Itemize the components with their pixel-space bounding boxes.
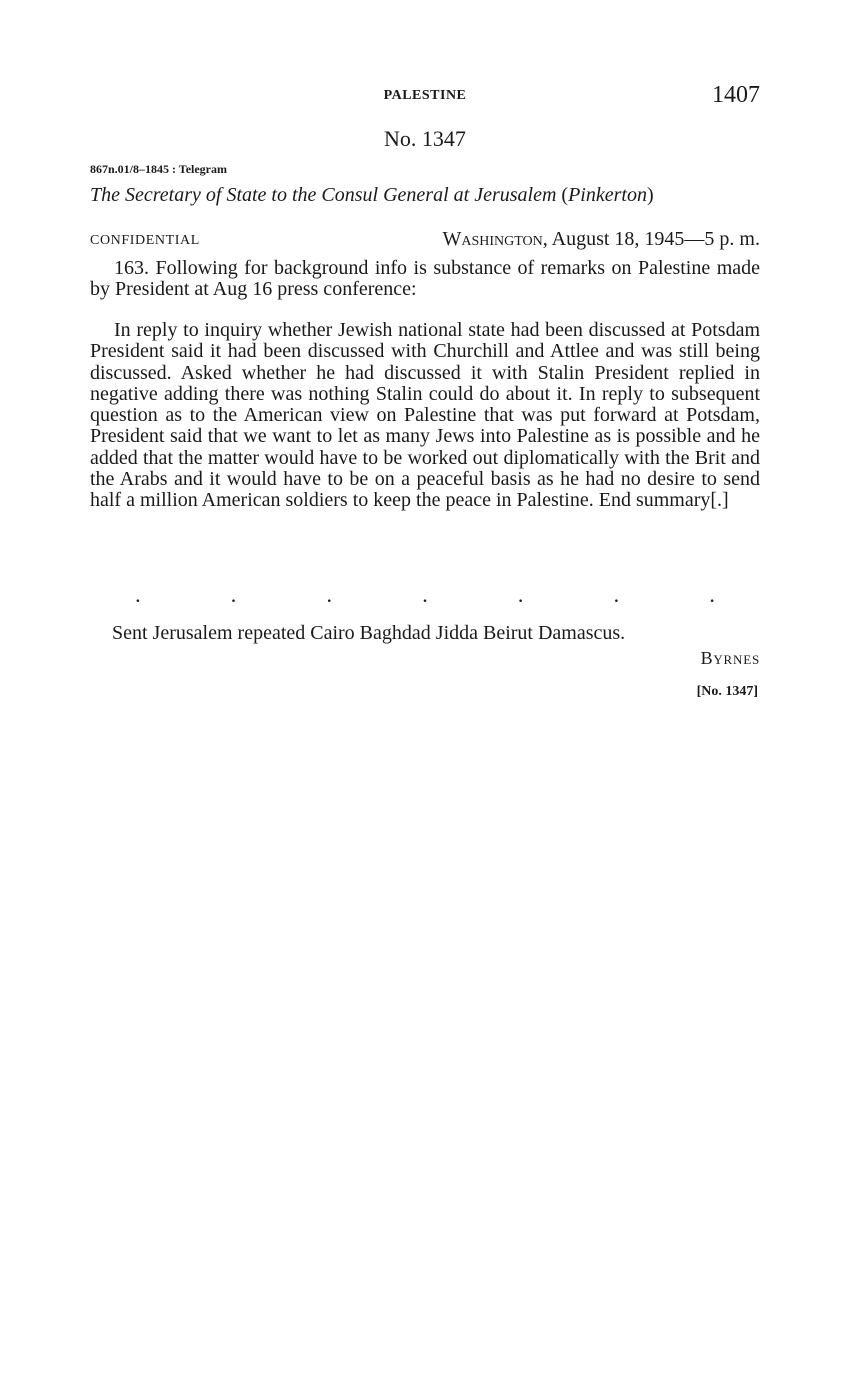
heading-name: Pinkerton [568, 184, 647, 206]
file-reference: 867n.01/8–1845 : Telegram [90, 162, 227, 176]
document-heading [90, 184, 760, 207]
page-number: 1407 [712, 82, 760, 108]
signature: Byrnes [700, 648, 760, 668]
ellipsis-mark: . [613, 582, 620, 607]
heading-paren-close: ) [646, 184, 654, 206]
ellipsis-mark: . [326, 582, 332, 607]
ellipsis-mark: . [230, 582, 237, 607]
dateline [90, 228, 760, 252]
ellipsis-mark: . [517, 582, 524, 607]
running-head [90, 84, 760, 110]
repeat-line: Sent Jerusalem repeated Cairo Baghdad Jidda Beirut Damascus. [112, 622, 626, 644]
ellipsis-mark: . [422, 582, 428, 607]
heading-main: The Secretary of State to the Consul General at Jerusalem [90, 184, 562, 206]
place: Washington [442, 228, 543, 250]
ellipsis-line [90, 584, 760, 608]
date: , August 18, 1945—5 p. m. [542, 228, 760, 250]
ellipsis-mark: . [709, 582, 715, 607]
footnote-reference: [No. 1347] [696, 684, 758, 699]
paragraph-1: 163. Following for background info is substance of remarks on Palestine made by President at Aug 16 press conference: [90, 257, 760, 300]
quoted-summary: In reply to inquiry whether Jewish national state had been discussed at Potsdam President said it had been discussed with Churchill and Attlee and was still being discussed. Asked whether he had discussed it with Stalin President replied in negative adding there was nothing Stalin could do about it. In reply to subsequent question as to the American view on Palestine that was put forward at Potsdam, President said that we want to let as many Jews into Palestine as is possible and he added that the matter would have to be worked out diplomatically with the Brit and the Arabs and it would have to be on a peaceful basis as he had no desire to send half a million American soldiers to keep the peace in Palestine. End summary[.] [90, 319, 760, 512]
heading-paren-open: ( [561, 184, 569, 206]
place-date [442, 228, 760, 251]
running-head-title: PALESTINE [383, 88, 467, 103]
document-number: No. 1347 [384, 126, 466, 151]
classification-label: CONFIDENTIAL [90, 233, 200, 248]
ellipsis-mark: . [135, 582, 141, 607]
